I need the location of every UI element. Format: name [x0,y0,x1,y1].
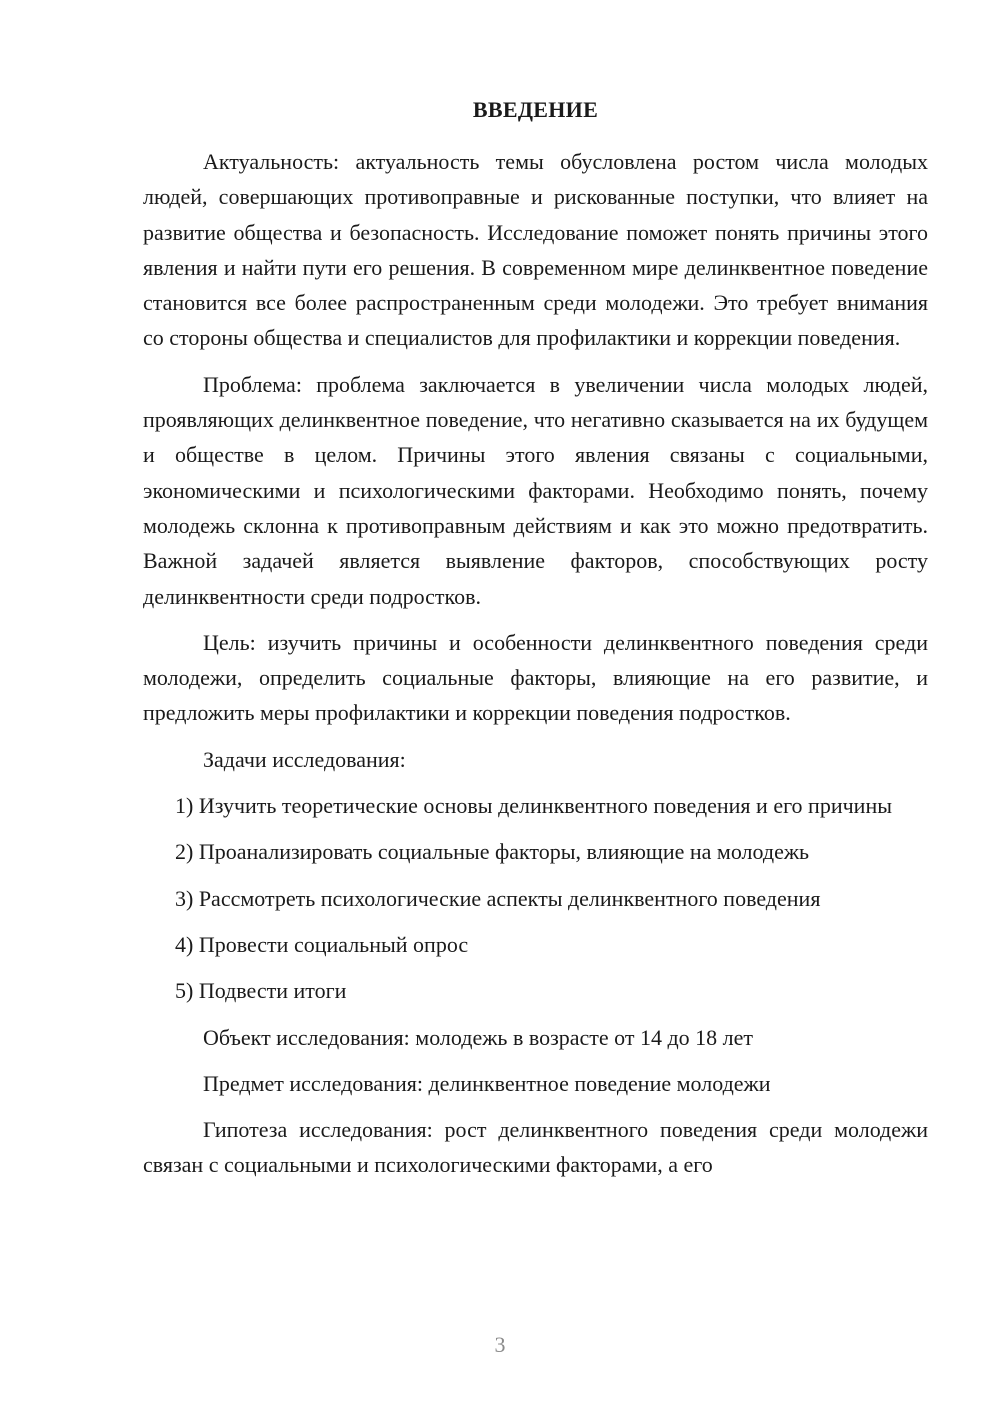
tasks-heading: Задачи исследования: [203,746,406,772]
research-object: Объект исследования: молодежь в возрасте от 14 до 18 лет [203,1024,754,1050]
task-item-1: 1) Изучить теоретические основы делинквентного поведения и его причины [175,793,892,819]
task-item-2: 2) Проанализировать социальные факторы, влияющие на молодежь [175,839,810,865]
task-item-5: 5) Подвести итоги [175,978,347,1004]
research-subject: Предмет исследования: делинквентное поведение молодежи [203,1070,771,1096]
problem-paragraph: Проблема: проблема заключается в увеличении числа молодых людей, проявляющих делинквентное поведение, что негативно сказывается на их будущем и обществе в целом. Причины этого явления связаны с социальными, экономическими и психологическими факторами. Необходимо понять, почему молодежь склонна к противоправным действиям и как это можно предотвратить. Важной задачей является выявление факторов, способствующих росту делинквентности среди подростков. [143,371,928,609]
document-page [143,95,928,1194]
task-item-3: 3) Рассмотреть психологические аспекты делинквентного поведения [175,885,821,911]
goal-paragraph: Цель: изучить причины и особенности делинквентного поведения среди молодежи, определить социальные факторы, влияющие на его развитие, и предложить меры профилактики и коррекции поведения подростков. [143,629,928,726]
relevance-paragraph: Актуальность: актуальность темы обусловлена ростом числа молодых людей, совершающих противоправные и рискованные поступки, что влияет на развитие общества и безопасность. Исследование поможет понять причины этого явления и найти пути его решения. В современном мире делинквентное поведение становится все более распространенным среди молодежи. Это требует внимания со стороны общества и специалистов для профилактики и коррекции поведения. [143,149,928,351]
research-hypothesis: Гипотеза исследования: рост делинквентного поведения среди молодежи связан с социальными и психологическими факторами, а его [143,1117,928,1178]
section-title: ВВЕДЕНИЕ [472,97,599,122]
page-number: 3 [494,1332,506,1357]
task-item-4: 4) Провести социальный опрос [175,931,469,957]
